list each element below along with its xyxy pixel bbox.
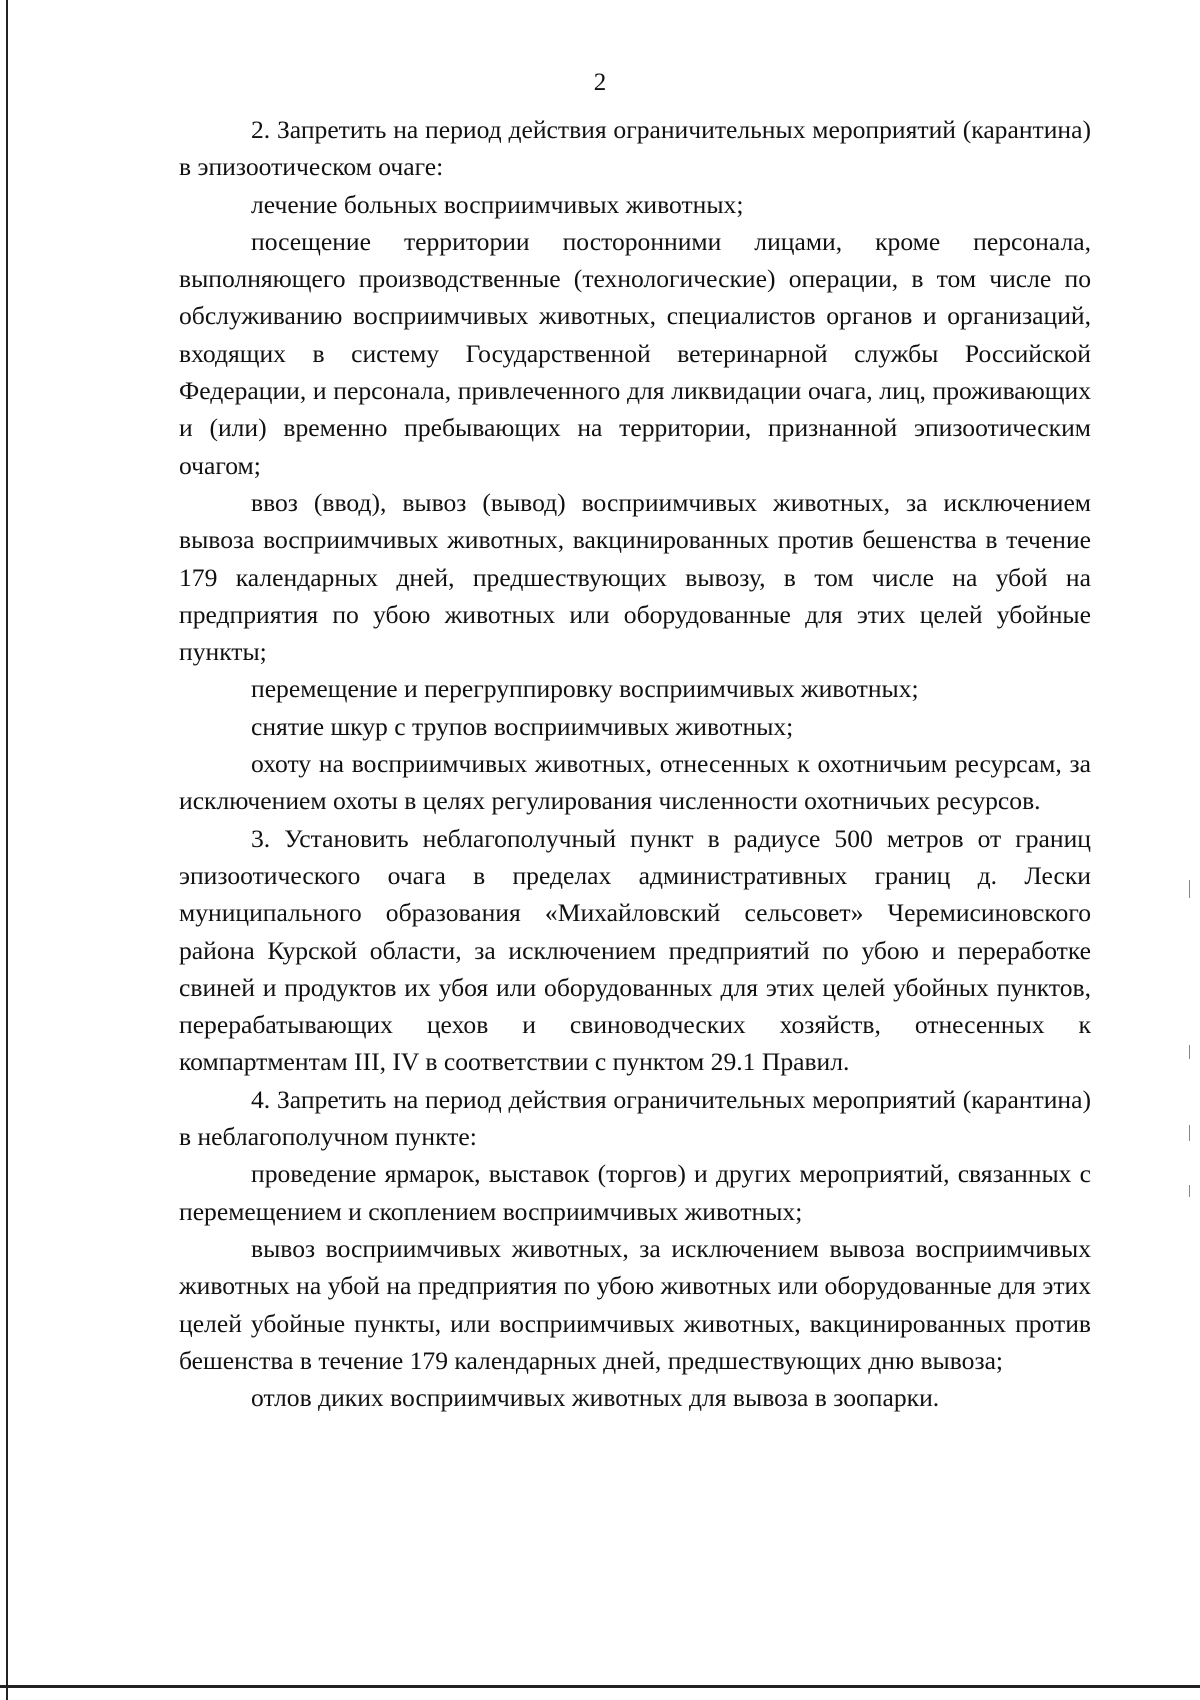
scan-left-edge xyxy=(6,0,8,1700)
list-item: перемещение и перегруппировку восприимчивых животных; xyxy=(251,674,919,704)
scan-bottom-edge xyxy=(0,1685,1200,1688)
scan-mark xyxy=(1189,1185,1190,1197)
clause-paragraph: 4. Запретить на период действия ограничительных мероприятий (карантина) в неблагополучном пункте: xyxy=(179,1084,1091,1152)
list-item: охоту на восприимчивых животных, отнесенных к охотничьим ресурсам, за исключением охоты в целях регулирования численности охотничьих ресурсов. xyxy=(179,749,1091,816)
list-item: ввоз (ввод), вывоз (вывод) восприимчивых животных, за исключением вывоза восприимчивых животных, вакцинированных против бешенства в течение 179 календарных дней, предшествующих вывозу, в том числе на убой на предприятия по убою животных или оборудованные для этих целей убойные пункты; xyxy=(179,487,1091,667)
page-number: 2 xyxy=(593,69,607,96)
list-item: посещение территории посторонними лицами, кроме персонала, выполняющего производственные (технологические) операции, в том числе по обслуживанию восприимчивых животных, специалистов органов и организаций, входящих в систему Государственной ветеринарной службы Российской Федерации, и персонала, привлеченного для ликвидации очага, лиц, проживающих и (или) временно пребывающих на территории, признанной эпизоотическим очагом; xyxy=(179,226,1091,480)
list-item: вывоз восприимчивых животных, за исключением вывоза восприимчивых животных на убой на предприятия по убою животных или оборудованные для этих целей убойные пункты, или восприимчивых животных, вакцинированных против бешенства в течение 179 календарных дней, предшествующих дню вывоза; xyxy=(179,1233,1091,1375)
scan-mark xyxy=(1189,1045,1190,1059)
list-item: проведение ярмарок, выставок (торгов) и других мероприятий, связанных с перемещением и скоплением восприимчивых животных; xyxy=(179,1159,1091,1226)
list-item: отлов диких восприимчивых животных для вывоза в зоопарки. xyxy=(251,1383,940,1413)
clause-paragraph: 2. Запретить на период действия ограничительных мероприятий (карантина) в эпизоотическом очаге: xyxy=(179,115,1091,182)
scan-mark xyxy=(1189,1125,1190,1141)
scan-mark xyxy=(1189,880,1190,898)
clause-paragraph: 3. Установить неблагополучный пункт в радиусе 500 метров от границ эпизоотического очага в пределах административных границ д. Лески муниципального образования «Михайловский сельсовет» Черемисиновского района Курской области, за исключением предприятий по убою и переработке свиней и продуктов их убоя или оборудованных для этих целей убойных пунктов, перерабатывающих цехов и свиноводческих хозяйств, отнесенных к компартментам III, IV в соответствии с пунктом 29.1 Правил. xyxy=(179,823,1091,1077)
list-item: снятие шкур с трупов восприимчивых животных; xyxy=(251,711,794,741)
list-item: лечение больных восприимчивых животных; xyxy=(251,189,744,219)
document-body xyxy=(179,111,1091,1416)
